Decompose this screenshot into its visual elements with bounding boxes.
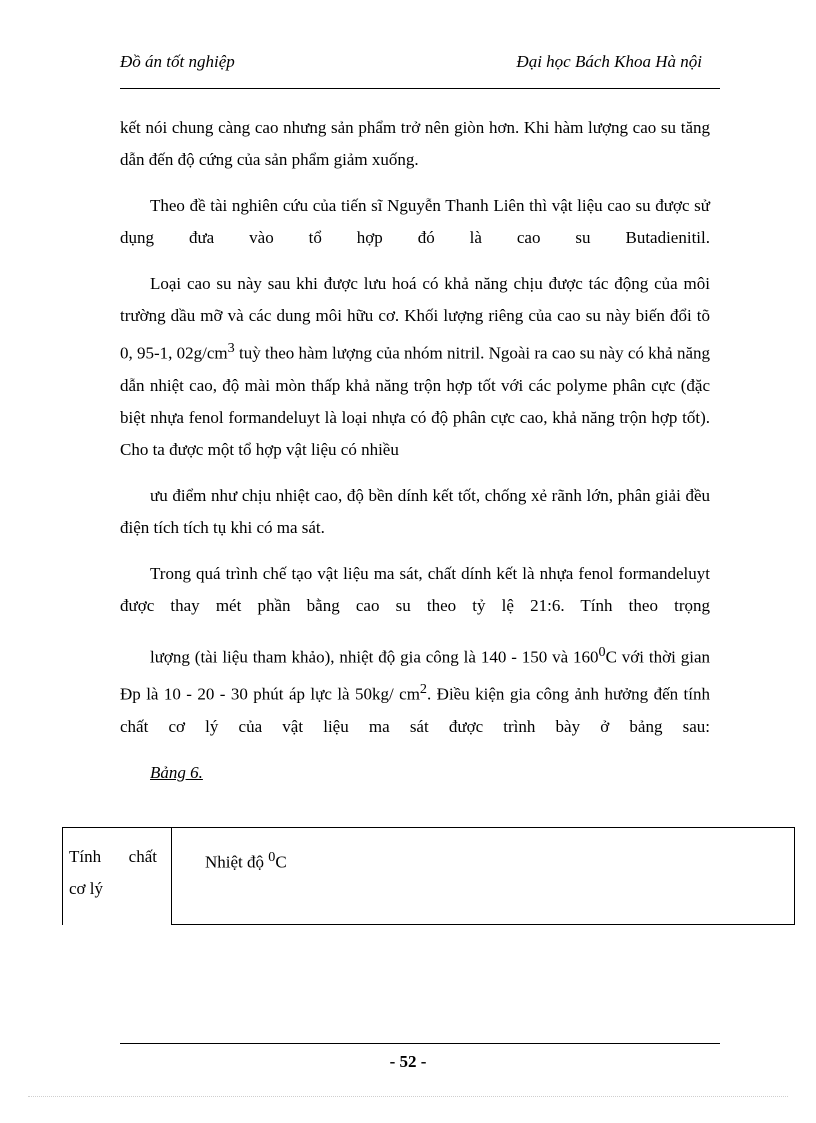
header-left-title: Đồ án tốt nghiệp: [120, 52, 235, 71]
text-line: cao su tăng dẫn đến độ cứng của sản phẩm giảm xuống.: [120, 118, 710, 169]
text-line: môi trường dầu mỡ và các dung môi hữu cơ. Khối lượng riêng của cao su này: [120, 274, 710, 325]
text-line: tuỳ theo hàm lượng của nhóm nitril. Ngoài ra cao: [239, 343, 576, 363]
paragraph-5: [120, 558, 710, 622]
superscript: 3: [227, 340, 235, 356]
paragraph-2: [120, 190, 710, 254]
page-number: - 52 -: [389, 1052, 427, 1071]
text-line: kết nói chung càng cao nhưng sản phẩm trở nên giòn hơn. Khi hàm lượng: [120, 118, 628, 137]
text-line: ưu điểm như chịu nhiệt cao, độ bền dính kết tốt, chống xẻ rãnh lớn, phân: [150, 485, 651, 505]
table-border-bottom: [171, 924, 795, 925]
text-line: . Điều kiện gia công ảnh: [427, 684, 600, 704]
text-line: Loại cao su này sau khi được lưu hoá có khả năng chịu được tác động của: [150, 274, 678, 293]
document-body: [120, 112, 710, 789]
temperature-label: Nhiệt độ: [205, 852, 265, 872]
table-header-property-line2: cơ lý: [69, 879, 104, 898]
paragraph-4: [120, 480, 710, 544]
page-header: [120, 52, 720, 89]
text-line: được sử dụng đưa vào tổ hợp đó là cao su Butadienitil.: [120, 196, 710, 247]
degree-superscript: 0: [268, 849, 276, 865]
table-border-left: [62, 827, 63, 925]
superscript-square: 2: [419, 681, 427, 698]
text-line: thời gian Đp là 10 - 20 - 30 phút áp lực là 50kg/ cm: [120, 647, 710, 704]
text-line: giải đều điện tích tích tụ khi có ma sát.: [120, 485, 710, 537]
text-line: các polyme phân cực (đặc biệt nhựa fenol formandeluyt là loại nhựa có độ: [120, 375, 710, 427]
table-header-property-line1: Tính chất: [69, 847, 157, 866]
table-header-temperature: [205, 841, 287, 879]
text-line: Theo đề tài nghiên cứu của tiến sĩ Nguyễn Thanh Liên thì vật liệu cao su: [150, 196, 651, 215]
paragraph-6: [120, 636, 710, 743]
text-line: phân cực cao, khả năng trộn hợp tốt). Cho ta được một tổ hợp vật liệu có nhiều: [120, 407, 711, 459]
text-line: C với: [605, 647, 645, 667]
paragraph-3: [120, 268, 710, 466]
page-bottom-edge: [28, 1096, 788, 1097]
paragraph-1: [120, 112, 710, 176]
text-line: su này có khả năng dẫn nhiệt cao, độ mài mòn thấp khả năng trộn hợp tốt với: [120, 343, 711, 395]
text-line: hưởng đến tính chất cơ lý của vật liệu ma sát được trình bày ở bảng sau:: [120, 684, 710, 736]
header-right-title: Đại học Bách Khoa Hà nội: [516, 52, 702, 71]
text-line: biến đổi tõ 0, 95-1, 02g/cm: [120, 306, 711, 363]
text-line: lượng (tài liệu tham khảo), nhiệt độ gia công là 140 - 150 và 160: [150, 647, 599, 667]
properties-table: [62, 827, 795, 925]
superscript-degree: 0: [598, 643, 606, 660]
text-line: formandeluyt được thay mét phần bằng cao su theo tỷ lệ 21:6. Tính theo trọng: [120, 563, 711, 615]
table-border-right: [794, 827, 795, 924]
footer-rule: [120, 1043, 720, 1044]
text-line: Trong quá trình chế tạo vật liệu ma sát, chất dính kết là nhựa fenol: [150, 563, 614, 583]
table-header-property: [69, 841, 157, 905]
table-column-divider: [171, 827, 172, 925]
table-caption: Bảng 6.: [150, 762, 203, 782]
temperature-unit: C: [275, 852, 287, 872]
